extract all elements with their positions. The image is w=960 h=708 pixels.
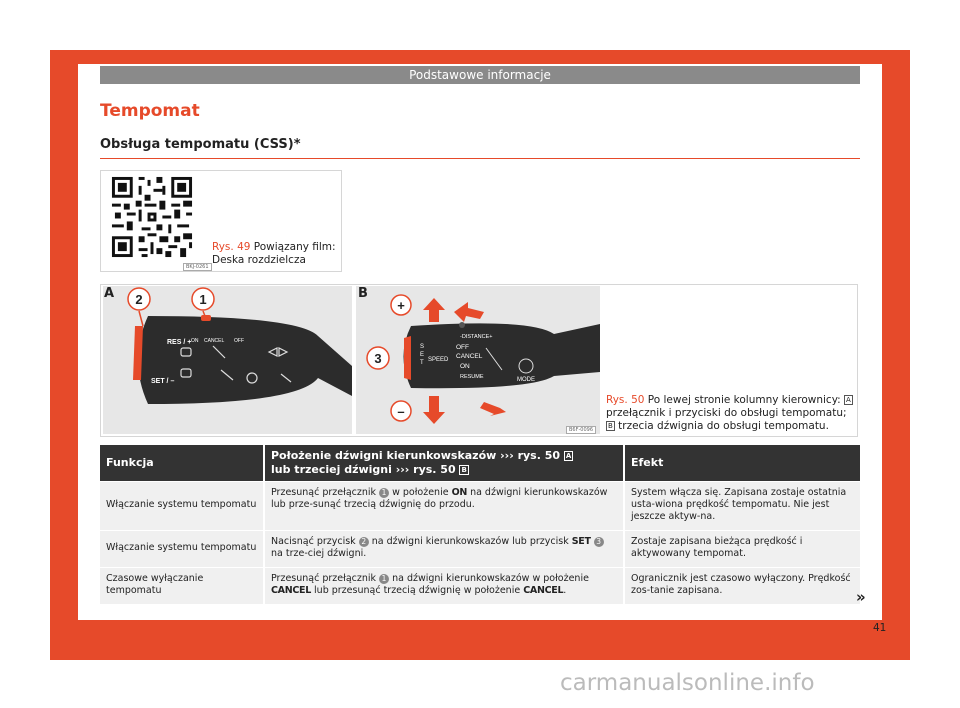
set-tag: SET xyxy=(571,536,591,547)
cancel-tag: CANCEL xyxy=(271,585,311,596)
on-label: ON xyxy=(191,338,199,344)
figure-number: Rys. 50 xyxy=(606,394,645,406)
caption-text: Powiązany film: Deska rozdzielcza xyxy=(212,241,336,266)
callout-plus-icon xyxy=(391,295,411,315)
cancel-tag: CANCEL xyxy=(523,585,564,596)
figure-code: BKJ-0261 xyxy=(183,263,212,271)
cell-efekt: Ogranicznik jest czasowo wyłączony. Prędkość zos-tanie zapisana. xyxy=(624,568,860,605)
cell-polozenie: Przesunąć przełącznik 1 na dźwigni kierunkowskazów w położenie CANCEL lub przesunąć trzecią dźwignię w położenie CANCEL. xyxy=(264,568,624,605)
mode-label: MODE xyxy=(517,377,535,383)
arrow-back-icon xyxy=(454,302,484,322)
svg-text:–: – xyxy=(397,404,405,419)
page-number: 41 xyxy=(873,622,887,634)
key-a-badge: A xyxy=(846,396,851,404)
header-efekt: Efekt xyxy=(624,445,860,482)
cell-polozenie: Przesunąć przełącznik 1 w położenie ON na dźwigni kierunkowskazów lub prze-sunąć trzecią dźwignię do przodu. xyxy=(264,482,624,531)
cell-funkcja: Czasowe wyłączanie tempomatu xyxy=(100,568,264,605)
number-badge: 1 xyxy=(379,574,389,584)
page-title: Tempomat xyxy=(100,101,200,121)
b-off-label: OFF xyxy=(456,344,469,351)
cell-funkcja: Włączanie systemu tempomatu xyxy=(100,531,264,568)
callout-minus-icon xyxy=(391,401,411,421)
figure-number: Rys. 49 xyxy=(212,241,251,253)
set-label: SET / – xyxy=(151,378,175,385)
arrow-down-icon xyxy=(423,396,445,424)
number-badge: 2 xyxy=(359,537,369,547)
cancel-label: CANCEL xyxy=(204,338,225,344)
caption-text: przełącznik i przyciski do obsługi tempomatu; xyxy=(606,407,847,419)
res-label: RES / + xyxy=(167,339,192,346)
b-cancel-label: CANCEL xyxy=(456,353,483,360)
callout-1-icon xyxy=(192,288,214,310)
header-funkcja: Funkcja xyxy=(100,445,264,482)
t-label: T xyxy=(420,360,424,366)
on-tag: ON xyxy=(451,487,468,498)
number-badge: 3 xyxy=(594,537,604,547)
caption-text: Po lewej stronie kolumny kierownicy: xyxy=(647,394,841,406)
svg-text:1: 1 xyxy=(199,292,207,307)
svg-text:2: 2 xyxy=(135,292,143,307)
distance-label: -DISTANCE+ xyxy=(460,334,493,340)
figure-code: B6F-0096 xyxy=(566,426,596,434)
panel-b-letter: B xyxy=(358,286,368,301)
cell-efekt: System włącza się. Zapisana zostaje ostatnia usta-wiona prędkość tempomatu. Nie jest jeszcze aktyw-na. xyxy=(624,482,860,531)
svg-text:3: 3 xyxy=(374,351,382,366)
continue-mark: » xyxy=(856,588,866,606)
callout-2-icon xyxy=(128,288,150,310)
off-label: OFF xyxy=(234,338,244,344)
arrow-up-icon xyxy=(423,298,445,322)
speed-label: SPEED xyxy=(428,357,449,363)
function-table xyxy=(100,445,860,604)
key-b-badge: B xyxy=(461,466,467,474)
section-header: Podstawowe informacje xyxy=(100,66,860,84)
key-a-badge: A xyxy=(565,452,572,460)
key-b-badge: B xyxy=(608,422,613,430)
qr-code-icon[interactable] xyxy=(104,174,200,260)
title-divider xyxy=(100,158,860,159)
cell-funkcja: Włączanie systemu tempomatu xyxy=(100,482,264,531)
table-row xyxy=(100,531,860,568)
b-on-label: ON xyxy=(460,363,470,370)
figure-50-caption xyxy=(606,394,856,433)
table-row xyxy=(100,482,860,531)
panel-a-letter: A xyxy=(104,286,115,301)
page-subtitle: Obsługa tempomatu (CSS)* xyxy=(100,137,301,152)
table-row xyxy=(100,568,860,605)
svg-text:+: + xyxy=(397,298,405,313)
resume-label: RESUME xyxy=(460,374,484,380)
watermark: carmanualsonline.info xyxy=(560,670,815,696)
table-header-row xyxy=(100,445,860,482)
cell-polozenie: Nacisnąć przycisk 2 na dźwigni kierunkowskazów lub przycisk SET 3 na trze-ciej dźwigni. xyxy=(264,531,624,568)
turn-signal-stalk-illustration xyxy=(103,286,352,434)
third-lever-illustration xyxy=(356,286,600,434)
e-label: E xyxy=(420,352,425,358)
header-polozenie: Położenie dźwigni kierunkowskazów ››› rys. 50 A lub trzeciej dźwigni ››› rys. 50 B xyxy=(264,445,624,482)
number-badge: 1 xyxy=(379,488,389,498)
s-label: S xyxy=(420,344,425,350)
caption-text: trzecia dźwignia do obsługi tempomatu. xyxy=(618,420,829,432)
figure-49-caption xyxy=(212,241,340,267)
cell-efekt: Zostaje zapisana bieżąca prędkość i aktywowany tempomat. xyxy=(624,531,860,568)
arrow-forward-icon xyxy=(480,402,506,416)
callout-3-icon xyxy=(367,347,389,369)
